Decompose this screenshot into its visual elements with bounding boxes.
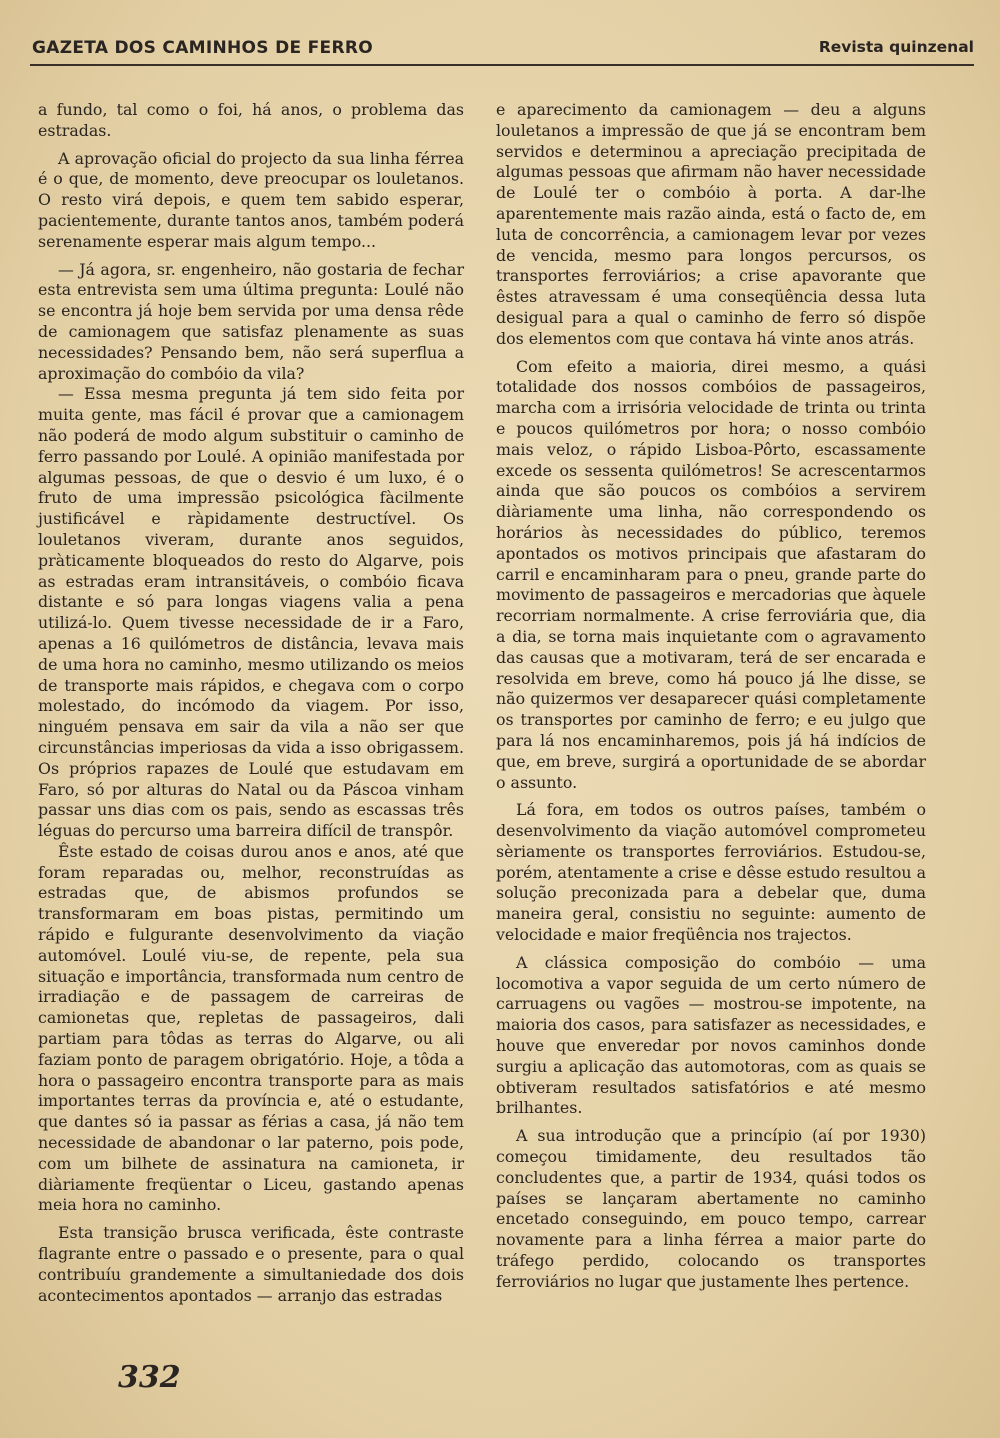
left-column [38, 100, 464, 1306]
paragraph: — Já agora, sr. engenheiro, não gostaria de fechar esta entrevista sem uma última pregunta: Loulé não se encontra já hoje bem servida por uma densa rêde de camionagem que satisfaz plenamente as suas necessidades? Pensando bem, não será superflua a aproximação do combóio da vila? [38, 259, 464, 383]
paragraph: Êste estado de coisas durou anos e anos, até que foram reparadas ou, melhor, reconstruídas as estradas que, de abismos profundos se transformaram em boas pistas, permitindo um rápido e fulgurante desenvolvimento da viação automóvel. Loulé viu-se, de repente, pela sua situação e importância, transformada num centro de irradiação e de passagem de carreiras de camionetas que, repletas de passageiros, dali partiam para tôdas as terras do Algarve, ou ali faziam ponto de paragem obrigatório. Hoje, a tôda a hora o passageiro encontra transporte para as mais importantes terras da província e, até o estudante, que dantes só ia passar as férias a casa, já não tem necessidade de abandonar o lar paterno, pois pode, com um bilhete de assinatura na camioneta, ir diàriamente freqüentar o Liceu, gastando apenas meia hora no caminho. [38, 841, 464, 1215]
issue-label: Revista quinzenal [818, 38, 974, 56]
paragraph: A aprovação oficial do projecto da sua linha férrea é o que, de momento, deve preocupar os louletanos. O resto virá depois, e quem tem sabido esperar, pacientemente, durante tantos anos, também poderá serenamente esperar mais algum tempo... [38, 148, 464, 251]
paragraph: A sua introdução que a princípio (aí por 1930) começou timidamente, deu resultados tão concludentes que, a partir de 1934, quási todos os países se lançaram abertamente no caminho encetado conseguindo, em pouco tempo, carrear novamente para a linha férrea a maior parte do tráfego perdido, colocando os transportes ferroviários no lugar que justamente lhes pertence. [496, 1126, 926, 1291]
paragraph: a fundo, tal como o foi, há anos, o problema das estradas. [38, 100, 464, 140]
paragraph: Lá fora, em todos os outros países, também o desenvolvimento da viação automóvel comprometeu sèriamente os transportes ferroviários. Estudou-se, porém, atentamente a crise e dêsse estudo resultou a solução preconizada para a debelar que, duma maneira geral, consistiu no seguinte: aumento de velocidade e maior freqüência nos trajectos. [496, 800, 926, 945]
paragraph: e aparecimento da camionagem — deu a alguns louletanos a impressão de que já se encontram bem servidos e determinou a apreciação precipitada de algumas pessoas que afirmam não haver necessidade de Loulé ter o combóio à porta. A dar-lhe aparentemente mais razão ainda, está o facto de, em luta de concorrência, a camionagem levar por vezes de vencida, mesmo para longos percursos, os transportes ferroviários; a crise apavorante que êstes atravessam é uma conseqüência dessa luta desigual para a qual o caminho de ferro só dispõe dos elementos com que contava há vinte anos atrás. [496, 100, 926, 348]
header-rule [30, 64, 974, 66]
publication-title: GAZETA DOS CAMINHOS DE FERRO [32, 38, 373, 58]
paragraph: — Essa mesma pregunta já tem sido feita por muita gente, mas fácil é provar que a camionagem não poderá de modo algum substituir o caminho de ferro passando por Loulé. A opinião manifestada por algumas pessoas, de que o desvio é um luxo, é o fruto de uma impressão psicológica fàcilmente justificável e ràpidamente destructível. Os louletanos viveram, durante anos seguidos, pràticamente bloqueados do resto do Algarve, pois as estradas eram intransitáveis, o combóio ficava distante e só para longas viagens valia a pena utilizá-lo. Quem tivesse necessidade de ir a Faro, apenas a 16 quilómetros de distância, levava mais de uma hora no caminho, mesmo utilizando os meios de transporte mais rápidos, e chegava com o corpo molestado, do incómodo da viagem. Por isso, ninguém pensava em sair da vila a não ser que circunstâncias imperiosas da vida a isso obrigassem. Os próprios rapazes de Loulé que estudavam em Faro, só por alturas do Natal ou da Páscoa vinham passar uns dias com os pais, sendo as escassas três léguas do percurso uma barreira difícil de transpôr. [38, 384, 464, 841]
paragraph: Com efeito a maioria, direi mesmo, a quási totalidade dos nossos combóios de passageiros, marcha com a irrisória velocidade de trinta ou trinta e poucos quilómetros por hora; o nosso combóio mais veloz, o rápido Lisboa-Pôrto, escassamente excede os sessenta quilómetros! Se acrescentarmos ainda que são poucos os combóios a servirem diàriamente uma linha, não correspondendo os horários às necessidades do público, teremos apontados os motivos principais que afastaram do carril e encaminharam para o pneu, grande parte do movimento de passageiros e mercadorias que àquele recorriam normalmente. A crise ferroviária que, dia a dia, se torna mais inquietante com o agravamento das causas que a motivaram, terá de ser encarada e resolvida em breve, como há pouco já lhe disse, se não quizermos ver desaparecer quási completamente os transportes por caminho de ferro; e eu julgo que para lá nos encaminharemos, pois já há indícios de que, em breve, surgirá a oportunidade de se abordar o assunto. [496, 356, 926, 792]
paragraph: Esta transição brusca verificada, êste contraste flagrante entre o passado e o presente, para o qual contribuíu grandemente a simultaniedade dos dois acontecimentos apontados — arranjo das estradas [38, 1223, 464, 1305]
page-number: 332 [118, 1360, 181, 1395]
right-column [496, 100, 926, 1293]
running-header [32, 38, 974, 60]
paragraph: A clássica composição do combóio — uma locomotiva a vapor seguida de um certo número de carruagens ou vagões — mostrou-se impotente, na maioria dos casos, para satisfazer as necessidades, e houve que enveredar por novos caminhos donde surgiu a aplicação das automotoras, com as quais se obtiveram resultados satisfatórios e até mesmo brilhantes. [496, 952, 926, 1118]
